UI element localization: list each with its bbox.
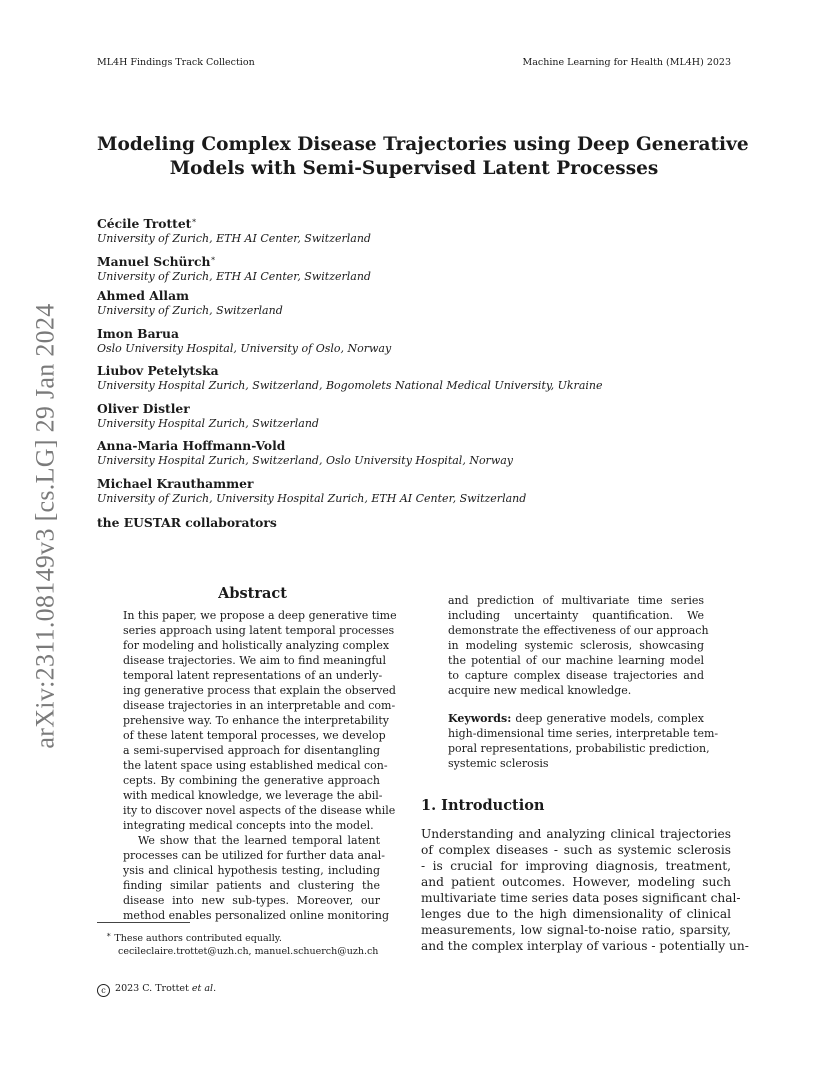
author-entry xyxy=(97,213,737,251)
text-line: ity to discover novel aspects of the disease while xyxy=(123,804,396,817)
paper-title xyxy=(97,133,749,181)
text-line: lenges due to the high dimensionality of clinical xyxy=(421,907,731,921)
author-entry xyxy=(97,288,737,326)
author-affiliation: University Hospital Zurich, Switzerland, Oslo University Hospital, Norway xyxy=(97,454,514,467)
author-affiliation: University Hospital Zurich, Switzerland xyxy=(97,416,319,430)
text-line: measurements, low signal-to-noise ratio, sparsity, xyxy=(421,923,731,937)
text-line: In this paper, we propose a deep generative time xyxy=(123,609,397,622)
author-name: Manuel Schürch∗ xyxy=(97,253,216,269)
abstract-text-left xyxy=(123,608,397,923)
arxiv-stamp xyxy=(31,292,60,760)
author-name: Cécile Trottet∗ xyxy=(97,216,197,232)
author-name: Ahmed Allam xyxy=(97,288,190,303)
text-line: integrating medical concepts into the model. xyxy=(123,819,374,832)
text-line: - is crucial for improving diagnosis, treatment, xyxy=(421,859,731,873)
running-header-right: Machine Learning for Health (ML4H) 2023 xyxy=(522,57,731,68)
text-line: disease trajectories. We aim to find meaningful xyxy=(123,654,387,667)
keywords xyxy=(448,711,719,771)
text-line: the latent space using established medical con- xyxy=(123,759,388,772)
text-line: ysis and clinical hypothesis testing, including xyxy=(123,864,380,877)
abstract-heading: Abstract xyxy=(218,585,287,602)
author-affiliation: University Hospital Zurich, Switzerland, Bogomolets National Medical University, Ukraine xyxy=(97,379,603,392)
author-name: Anna-Maria Hoffmann-Vold xyxy=(97,438,286,453)
arxiv-identifier: arXiv:2311.08149v3 [cs.LG] 29 Jan 2024 xyxy=(31,303,60,749)
footnote-mark: ∗ xyxy=(106,930,112,939)
text-line: disease into new sub-types. Moreover, our xyxy=(123,894,380,907)
section-heading: 1. Introduction xyxy=(421,797,545,814)
footnote-emails: cecileclaire.trottet@uzh.ch, manuel.schuerch@uzh.ch xyxy=(118,945,379,957)
author-name: Michael Krauthammer xyxy=(97,475,254,491)
text-line: the potential of our machine learning model xyxy=(448,654,704,667)
text-line: systemic sclerosis xyxy=(448,757,549,770)
text-line: processes can be utilized for further data anal- xyxy=(123,849,385,862)
author-entry xyxy=(97,401,737,439)
text-line: and the complex interplay of various - potentially un- xyxy=(421,939,749,953)
text-line: Understanding and analyzing clinical trajectories xyxy=(421,827,731,841)
text-line: ing generative process that explain the observed xyxy=(123,684,396,697)
text-line: We show that the learned temporal latent xyxy=(138,834,380,847)
author-name: Imon Barua xyxy=(97,325,179,341)
text-line: prehensive way. To enhance the interpretability xyxy=(123,714,390,727)
author-affiliation: University of Zurich, ETH AI Center, Switzerland xyxy=(97,232,371,246)
author-affiliation: Oslo University Hospital, University of Oslo, Norway xyxy=(97,341,392,355)
author-entry xyxy=(97,251,737,289)
text-line: poral representations, probabilistic prediction, xyxy=(448,742,710,755)
text-line: finding similar patients and clustering the xyxy=(123,879,380,892)
keywords-label: Keywords: xyxy=(448,712,512,725)
text-line: disease trajectories in an interpretable and com- xyxy=(123,699,396,712)
footnote-rule xyxy=(97,922,190,923)
author-entry xyxy=(97,363,737,401)
author-name: Oliver Distler xyxy=(97,400,190,416)
text-line: high-dimensional time series, interpretable tem- xyxy=(448,727,719,740)
author-entry xyxy=(97,326,737,364)
author-list xyxy=(97,213,737,513)
author-affiliation: University of Zurich, University Hospital Zurich, ETH AI Center, Switzerland xyxy=(97,491,527,505)
title-line: Models with Semi-Supervised Latent Processes xyxy=(169,158,659,179)
collaborators: the EUSTAR collaborators xyxy=(97,515,277,530)
author-name: Liubov Petelytska xyxy=(97,363,219,378)
text-line: in modeling systemic sclerosis, showcasing xyxy=(448,639,704,652)
author-entry xyxy=(97,438,737,476)
abstract-text-right xyxy=(448,593,709,698)
copyright-icon: c xyxy=(97,984,110,997)
text-line: series approach using latent temporal processes xyxy=(123,624,395,637)
text-line: cepts. By combining the generative approach xyxy=(123,774,380,787)
text-line: for modeling and holistically analyzing complex xyxy=(123,639,390,652)
text-line: demonstrate the effectiveness of our approach xyxy=(448,624,709,637)
text-line: with medical knowledge, we leverage the abil- xyxy=(123,789,383,802)
text-line: of complex diseases - such as systemic sclerosis xyxy=(421,843,731,857)
text-line: temporal latent representations of an underly- xyxy=(123,669,383,682)
text-line: and prediction of multivariate time series xyxy=(448,594,704,607)
text-line: multivariate time series data poses significant chal- xyxy=(421,891,741,905)
text-line: acquire new medical knowledge. xyxy=(448,684,632,697)
footnote-line: ∗ These authors contributed equally. xyxy=(106,930,282,945)
introduction-text xyxy=(421,826,749,954)
text-line: method enables personalized online monitoring xyxy=(123,909,390,922)
text-line: including uncertainty quantification. We xyxy=(448,609,704,622)
author-affiliation: University of Zurich, Switzerland xyxy=(97,304,283,317)
running-header-left: ML4H Findings Track Collection xyxy=(97,57,255,68)
text-line: Keywords: deep generative models, complex xyxy=(448,712,705,725)
equal-contribution-mark: ∗ xyxy=(191,216,197,225)
footnote xyxy=(106,929,378,958)
author-affiliation: University of Zurich, ETH AI Center, Switzerland xyxy=(97,269,371,283)
equal-contribution-mark: ∗ xyxy=(210,253,216,263)
text-line: of these latent temporal processes, we develop xyxy=(123,729,386,742)
copyright: c 2023 C. Trottet et al. xyxy=(97,983,216,997)
text-line: and patient outcomes. However, modeling such xyxy=(421,875,731,889)
text-line: a semi-supervised approach for disentangling xyxy=(123,744,380,757)
author-entry xyxy=(97,476,737,514)
title-line: Modeling Complex Disease Trajectories using Deep Generative xyxy=(97,134,749,155)
text-line: to capture complex disease trajectories and xyxy=(448,669,704,682)
